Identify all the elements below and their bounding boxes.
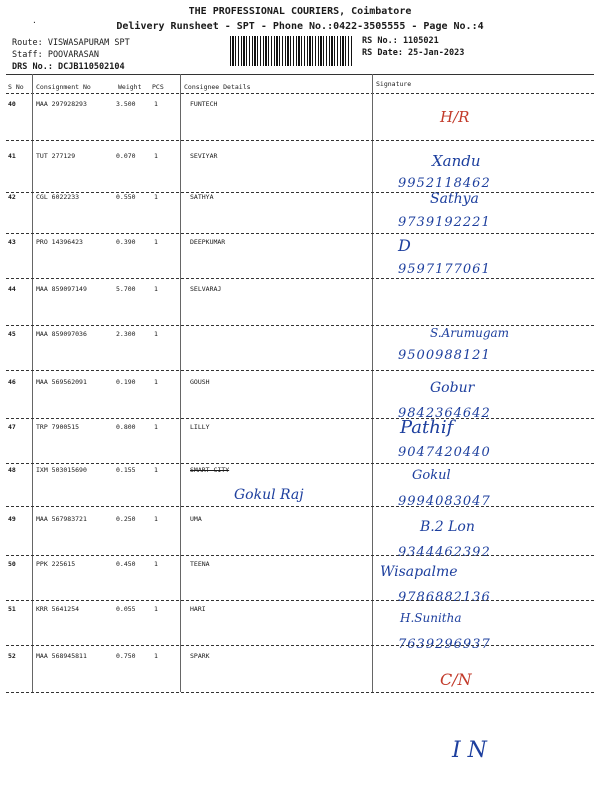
row-consignment-no: MAA 567983721: [36, 515, 87, 523]
row-signature-phone: 9597177061: [398, 262, 491, 277]
row-pcs: 1: [154, 100, 158, 108]
drs-number: DRS No.: DCJB110502104: [12, 62, 125, 72]
row-signature-phone: 9500988121: [398, 348, 491, 363]
row-signature: S.Arumugam: [430, 326, 510, 340]
row-weight: 2.300: [116, 330, 136, 338]
row-weight: 0.070: [116, 152, 136, 160]
row-sno: 41: [8, 152, 16, 160]
row-signature: Xandu: [432, 152, 481, 170]
row-signature: H/R: [440, 108, 470, 126]
row-consignee: SATHYA: [190, 193, 214, 201]
row-sno: 46: [8, 378, 16, 386]
col-header-sno: S No: [8, 83, 24, 91]
row-consignment-no: MAA 859097149: [36, 285, 87, 293]
row-signature-phone: 9739192221: [398, 215, 491, 230]
table-header-divider: [6, 93, 594, 94]
row-weight: 0.190: [116, 378, 136, 386]
row-weight: 0.800: [116, 423, 136, 431]
row-signature-phone: 9047420440: [398, 445, 491, 460]
rs-date: RS Date: 25-Jan-2023: [362, 48, 465, 58]
row-consignment-no: PPK 225615: [36, 560, 76, 568]
row-sno: 52: [8, 652, 16, 660]
row-signature-phone: 7639296937: [398, 637, 491, 652]
row-consignment-no: KRR 5641254: [36, 605, 80, 613]
row-consignment-no: PRO 14396423: [36, 238, 83, 246]
row-weight: 0.155: [116, 466, 136, 474]
row-consignment-no: CGL 6022233: [36, 193, 80, 201]
row-sno: 47: [8, 423, 16, 431]
row-signature-phone: 9994083047: [398, 494, 491, 509]
row-sno: 49: [8, 515, 16, 523]
row-consignment-no: MAA 859097036: [36, 330, 87, 338]
corner-mark: .: [32, 16, 37, 25]
row-weight: 0.550: [116, 193, 136, 201]
col-header-weight: Weight: [118, 83, 142, 91]
row-consignee: UMA: [190, 515, 202, 523]
row-weight: 0.055: [116, 605, 136, 613]
row-consignment-no: TUT 277129: [36, 152, 76, 160]
row-signature-phone: 9786882136: [398, 590, 491, 605]
row-divider: [6, 600, 594, 601]
row-divider: [6, 692, 594, 693]
row-sno: 48: [8, 466, 16, 474]
row-signature-phone: 9952118462: [398, 176, 491, 191]
row-consignment-no: TRP 7900515: [36, 423, 80, 431]
row-consignee: SELVARAJ: [190, 285, 222, 293]
row-consignee: SMART CITY: [190, 466, 230, 474]
row-weight: 0.250: [116, 515, 136, 523]
row-sno: 43: [8, 238, 16, 246]
col-header-pcs: PCS: [152, 83, 164, 91]
company-title: THE PROFESSIONAL COURIERS, Coimbatore: [188, 6, 412, 17]
row-divider: [6, 370, 594, 371]
row-divider: [6, 140, 594, 141]
row-divider: [6, 463, 594, 464]
row-consignee: HARI: [190, 605, 206, 613]
row-weight: 0.390: [116, 238, 136, 246]
handwritten-note: Gokul Raj: [234, 487, 304, 503]
row-consignee: FUNTECH: [190, 100, 218, 108]
row-weight: 0.450: [116, 560, 136, 568]
row-divider: [6, 192, 594, 193]
row-consignment-no: MAA 568945811: [36, 652, 87, 660]
barcode-image: [230, 36, 352, 66]
row-pcs: 1: [154, 605, 158, 613]
row-signature: Wisapalme: [380, 564, 458, 580]
row-weight: 0.750: [116, 652, 136, 660]
row-consignment-no: IXM 503015690: [36, 466, 87, 474]
row-weight: 5.700: [116, 285, 136, 293]
row-consignee: SEVIYAR: [190, 152, 218, 160]
row-signature-phone: 9842364642: [398, 406, 491, 421]
row-divider: [6, 418, 594, 419]
col-header-consignee: Consignee Details: [184, 83, 251, 91]
col-header-consignment: Consignment No: [36, 83, 91, 91]
row-sno: 40: [8, 100, 16, 108]
row-pcs: 1: [154, 560, 158, 568]
row-divider: [6, 555, 594, 556]
row-divider: [6, 278, 594, 279]
row-weight: 3.500: [116, 100, 136, 108]
row-signature: H.Sunitha: [400, 611, 462, 625]
row-divider: [6, 645, 594, 646]
row-signature: C/N: [440, 670, 472, 689]
row-sno: 42: [8, 193, 16, 201]
row-consignee: TEENA: [190, 560, 210, 568]
row-signature-phone: 9344462392: [398, 545, 491, 560]
row-signature: Sathya: [430, 191, 479, 207]
row-pcs: 1: [154, 466, 158, 474]
handwritten-bottom-mark: I N: [452, 738, 487, 763]
table-top-border: [6, 74, 594, 75]
row-pcs: 1: [154, 193, 158, 201]
staff-label: Staff: POOVARASAN: [12, 50, 99, 60]
route-label: Route: VISWASAPURAM SPT: [12, 38, 130, 48]
row-pcs: 1: [154, 515, 158, 523]
row-consignee: DEEPKUMAR: [190, 238, 226, 246]
row-pcs: 1: [154, 378, 158, 386]
row-pcs: 1: [154, 330, 158, 338]
row-sno: 45: [8, 330, 16, 338]
row-divider: [6, 233, 594, 234]
row-consignee: LILLY: [190, 423, 210, 431]
row-pcs: 1: [154, 152, 158, 160]
row-consignee: SPARK: [190, 652, 210, 660]
runsheet-subtitle: Delivery Runsheet - SPT - Phone No.:0422-3505555 - Page No.:4: [116, 21, 484, 32]
row-signature: Gobur: [430, 380, 475, 396]
row-sno: 50: [8, 560, 16, 568]
row-consignment-no: MAA 569562091: [36, 378, 87, 386]
row-sno: 51: [8, 605, 16, 613]
row-signature: Gokul: [412, 468, 451, 483]
row-signature: B.2 Lon: [420, 519, 475, 535]
row-pcs: 1: [154, 238, 158, 246]
row-pcs: 1: [154, 285, 158, 293]
row-pcs: 1: [154, 423, 158, 431]
row-signature: D: [398, 236, 411, 255]
row-pcs: 1: [154, 652, 158, 660]
row-consignee: GOUSH: [190, 378, 210, 386]
rs-number: RS No.: 1105021: [362, 36, 439, 46]
row-consignment-no: MAA 297928293: [36, 100, 87, 108]
row-signature: Pathif: [400, 417, 454, 438]
col-header-signature: Signature: [376, 80, 412, 88]
row-divider: [6, 506, 594, 507]
row-sno: 44: [8, 285, 16, 293]
